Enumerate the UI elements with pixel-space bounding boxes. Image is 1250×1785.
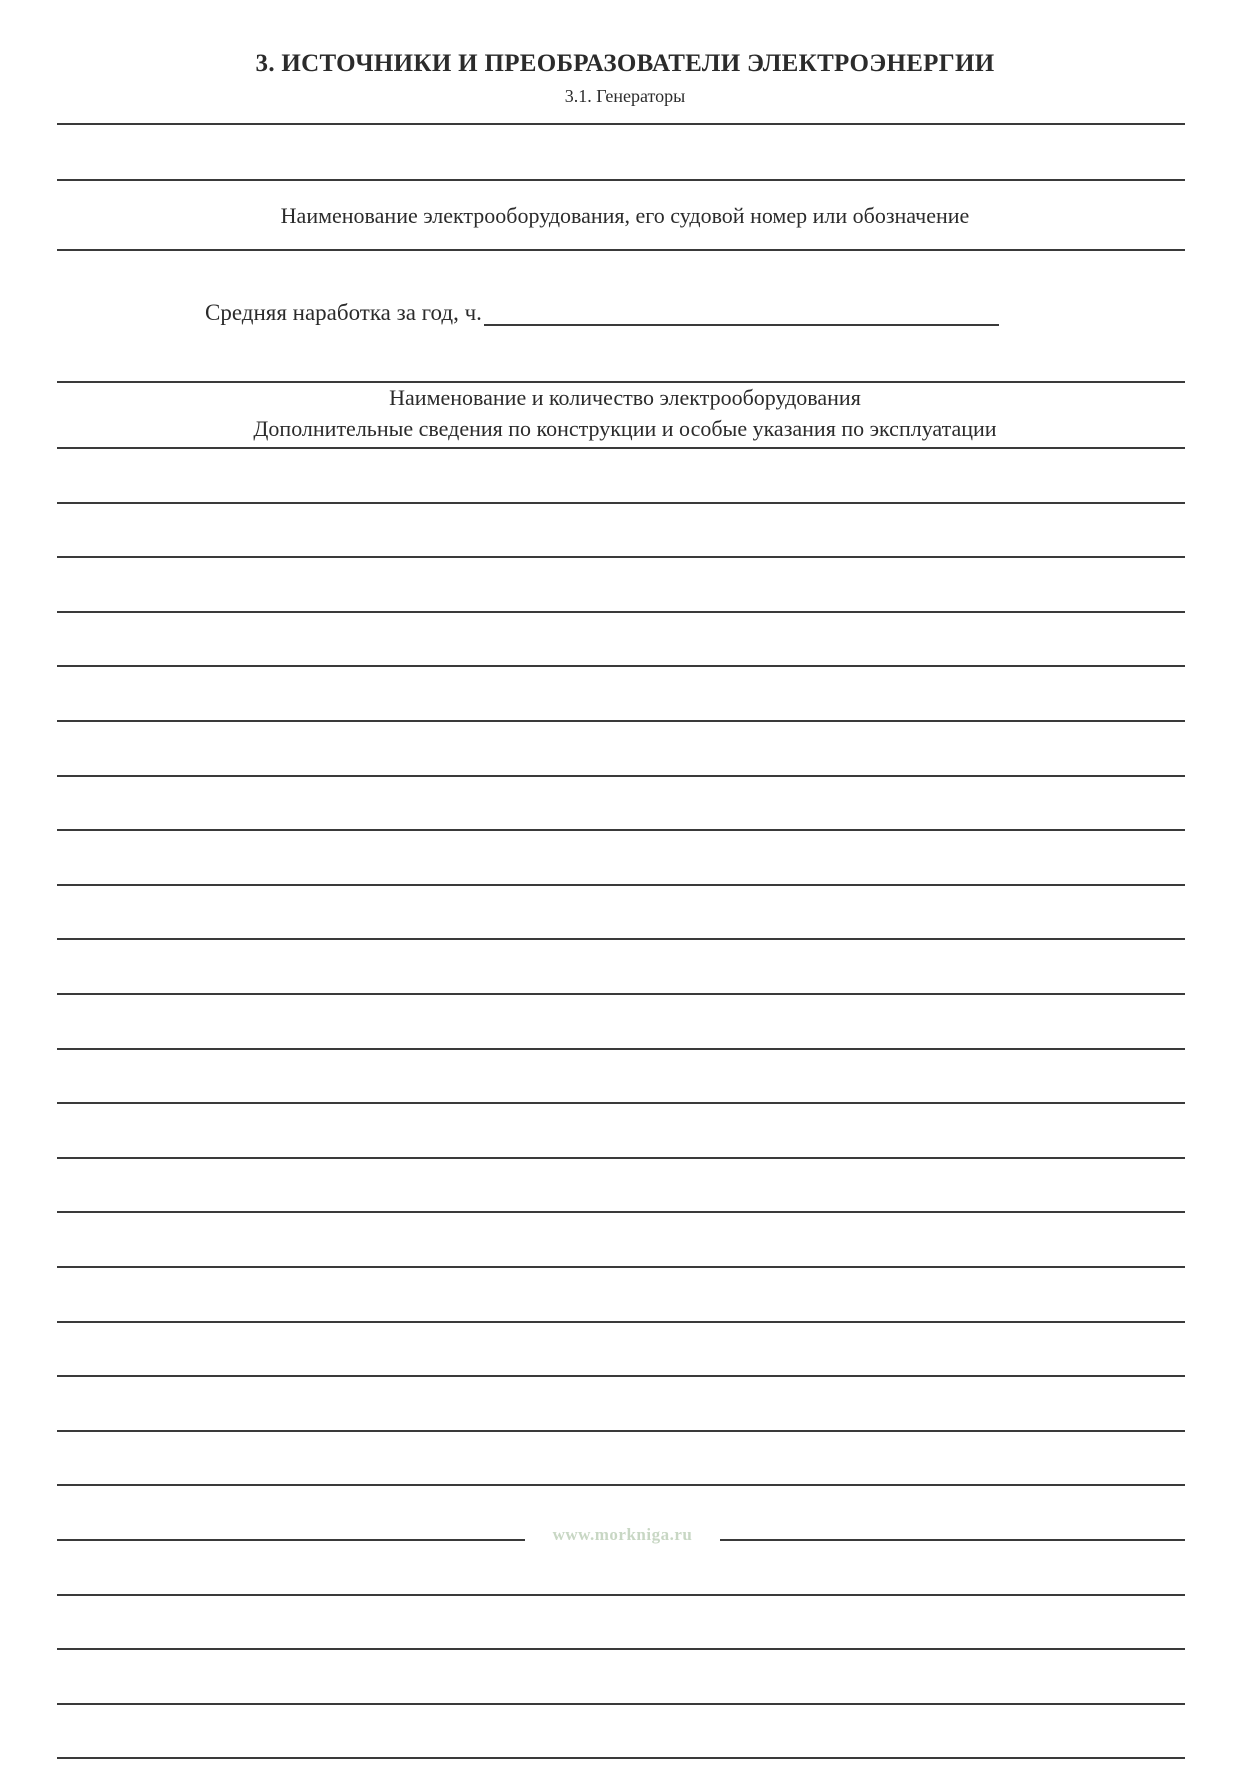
writing-line[interactable] <box>57 665 1185 667</box>
hours-label: Средняя наработка за год, ч. <box>205 300 482 325</box>
writing-line[interactable] <box>57 775 1185 777</box>
writing-line[interactable] <box>57 1594 1185 1596</box>
writing-line[interactable] <box>57 1157 1185 1159</box>
hours-field[interactable] <box>484 302 999 326</box>
page-subtitle: 3.1. Генераторы <box>564 86 686 106</box>
hours-row <box>205 300 999 326</box>
writing-line[interactable] <box>57 938 1185 940</box>
top-rule-2 <box>57 179 1185 181</box>
equipment-name-rule <box>57 249 1185 251</box>
writing-line[interactable] <box>57 829 1185 831</box>
writing-line[interactable] <box>57 1048 1185 1050</box>
top-rule-1 <box>57 123 1185 125</box>
writing-line[interactable] <box>57 447 1185 449</box>
table-caption-line2: Дополнительные сведения по конструкции и особые указания по эксплуатации <box>253 416 997 441</box>
writing-line[interactable] <box>57 1266 1185 1268</box>
writing-line[interactable] <box>57 1757 1185 1759</box>
writing-line[interactable] <box>57 1211 1185 1213</box>
watermark: www.morkniga.ru <box>525 1525 720 1545</box>
equipment-name-caption: Наименование электрооборудования, его судовой номер или обозначение <box>280 203 970 228</box>
writing-line[interactable] <box>57 1648 1185 1650</box>
writing-line[interactable] <box>57 1375 1185 1377</box>
writing-line[interactable] <box>57 993 1185 995</box>
writing-line[interactable] <box>57 1430 1185 1432</box>
table-header-rule <box>57 381 1185 383</box>
writing-line[interactable] <box>57 1703 1185 1705</box>
page-title: 3. ИСТОЧНИКИ И ПРЕОБРАЗОВАТЕЛИ ЭЛЕКТРОЭНЕРГИИ <box>255 50 995 77</box>
writing-line[interactable] <box>57 720 1185 722</box>
writing-line[interactable] <box>57 1484 1185 1486</box>
writing-line[interactable] <box>57 556 1185 558</box>
writing-line[interactable] <box>57 611 1185 613</box>
writing-line[interactable] <box>57 884 1185 886</box>
writing-line[interactable] <box>57 1102 1185 1104</box>
writing-line[interactable] <box>57 1321 1185 1323</box>
writing-line[interactable] <box>57 502 1185 504</box>
table-caption-line1: Наименование и количество электрооборудования <box>389 385 861 410</box>
